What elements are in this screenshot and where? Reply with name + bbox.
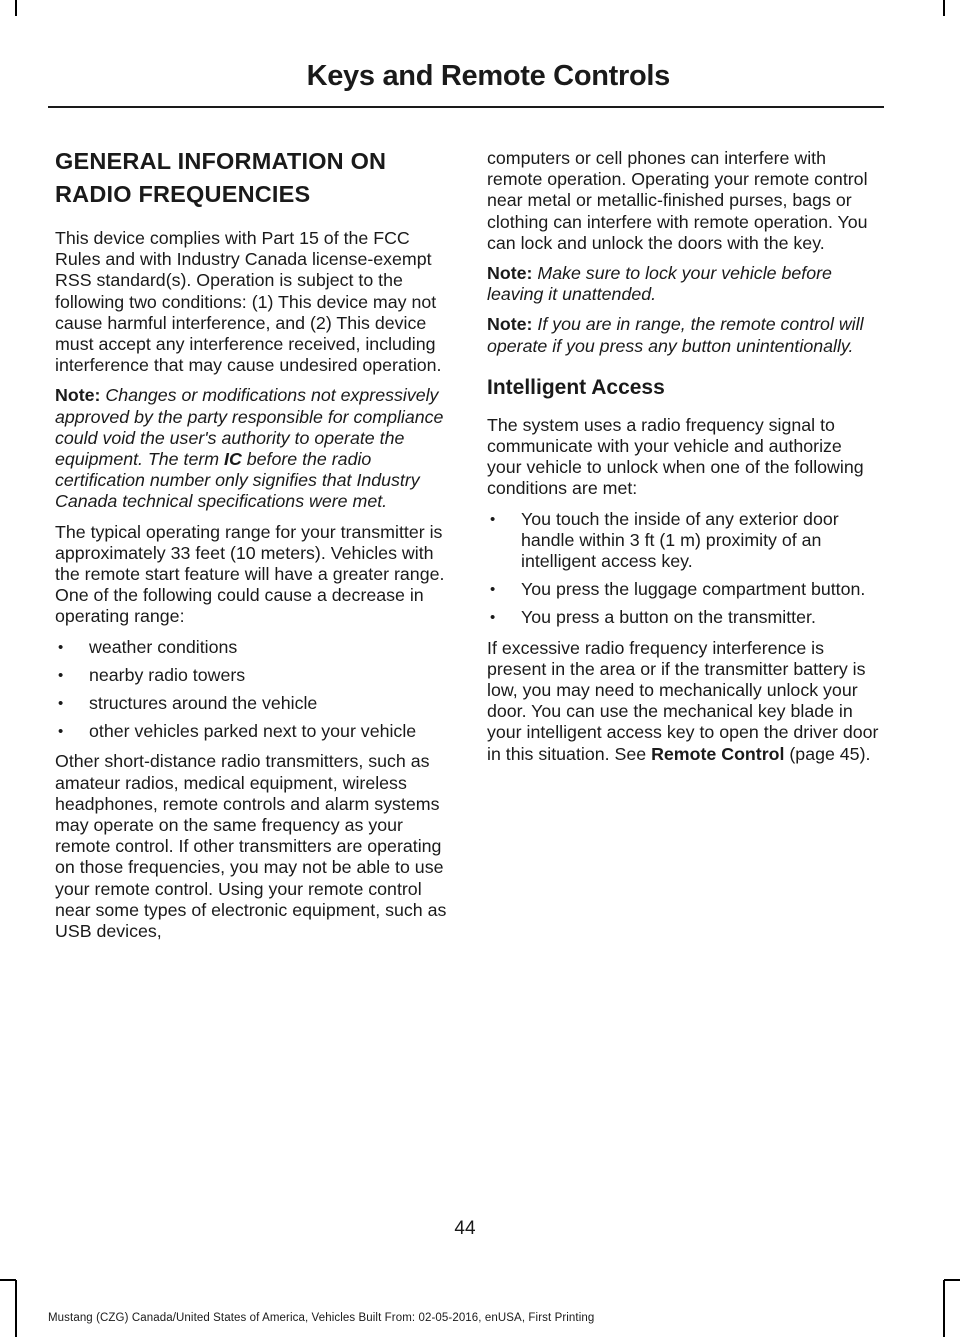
- note-text: If you are in range, the remote control will operate if you press any button unintentionally.: [487, 314, 864, 356]
- header-divider: [48, 106, 884, 108]
- page-number: 44: [454, 1218, 476, 1239]
- footer-vehicle-info: Mustang (CZG) Canada/United States of America, Vehicles Built From: 02-05-2016, enUSA, First Printing: [48, 1312, 595, 1324]
- note-text: Make sure to lock your vehicle before leaving it unattended.: [487, 263, 832, 305]
- list-item: • You press the luggage compartment button.: [487, 579, 879, 600]
- page-header-title: Keys and Remote Controls: [306, 60, 670, 92]
- interference-paragraph: Other short-distance radio transmitters, such as amateur radios, medical equipment, wireless headphones, remote controls and alarm systems may operate on the same frequency as your remote control. If other transmitters are operating on those frequencies, you may not be able to use your remote control. Using your remote control near some types of electronic equipment, such as USB devices,: [55, 751, 447, 942]
- intelligent-access-heading: Intelligent Access: [487, 375, 665, 399]
- left-column: [55, 145, 453, 951]
- crop-mark-bottom-right-h: [944, 1279, 960, 1281]
- mechanical-unlock-text: If excessive radio frequency interference is present in the area or if the transmitter battery is low, you may need to mechanically unlock your door. You can use the mechanical key blade in your intelligent access key to open the driver door in this situation. See: [487, 637, 879, 764]
- section-heading-line1: GENERAL INFORMATION ON: [55, 148, 387, 174]
- mechanical-unlock-paragraph: [487, 638, 879, 765]
- range-factors-list: [55, 637, 453, 743]
- note-label: Note:: [487, 314, 533, 335]
- list-item: • structures around the vehicle: [55, 693, 453, 714]
- list-item: • nearby radio towers: [55, 665, 453, 686]
- crop-mark-bottom-left: [15, 1280, 17, 1337]
- crop-mark-top-left: [15, 0, 17, 16]
- page-reference: (page 45).: [784, 743, 871, 764]
- crop-mark-bottom-left-h: [0, 1279, 16, 1281]
- compliance-paragraph: This device complies with Part 15 of the FCC Rules and with Industry Canada license-exempt RSS standard(s). Operation is subject to the following two conditions: (1) This device may not cause harmful interference, and (2) This device must accept any interference received, including interference that may cause undesired operation.: [55, 228, 442, 376]
- crop-mark-bottom-right: [943, 1280, 945, 1337]
- list-item: • weather conditions: [55, 637, 453, 658]
- list-item: • You touch the inside of any exterior door handle within 3 ft (1 m) proximity of an intelligent access key.: [487, 509, 879, 573]
- note-text-a: Changes or modifications not expressively approved by the party responsible for compliance could void the user's authority to operate the equipment. The term: [55, 385, 444, 470]
- ic-term: IC: [224, 449, 242, 470]
- intelligent-access-paragraph: The system uses a radio frequency signal to communicate with your vehicle and authorize your vehicle to unlock when one of the following conditions are met:: [487, 414, 864, 499]
- unlock-conditions-list: [487, 509, 879, 629]
- note-label: Note:: [55, 385, 101, 406]
- note-lock-vehicle: [487, 263, 879, 305]
- note-in-range: [487, 314, 879, 356]
- interference-continued-paragraph: computers or cell phones can interfere with remote operation. Operating your remote control near metal or metallic-finished purses, bags or clothing can interfere with remote operation. You can lock and unlock the doors with the key.: [487, 148, 868, 253]
- operating-range-paragraph: The typical operating range for your transmitter is approximately 33 feet (10 meters). Vehicles with the remote start feature will have a greater range. One of the following could cause a decrease in operating range:: [55, 521, 445, 627]
- note-modifications: [55, 385, 453, 512]
- note-text-b: before the radio certification number only signifies that Industry Canada technical specifications were met.: [55, 449, 420, 512]
- crop-mark-top-right: [943, 0, 945, 16]
- remote-control-link[interactable]: Remote Control: [651, 743, 785, 764]
- list-item: • You press a button on the transmitter.: [487, 607, 879, 628]
- section-heading: [55, 145, 453, 211]
- note-label: Note:: [487, 263, 533, 284]
- list-item: • other vehicles parked next to your vehicle: [55, 721, 453, 742]
- right-column: [487, 148, 879, 774]
- section-heading-line2: RADIO FREQUENCIES: [55, 181, 311, 207]
